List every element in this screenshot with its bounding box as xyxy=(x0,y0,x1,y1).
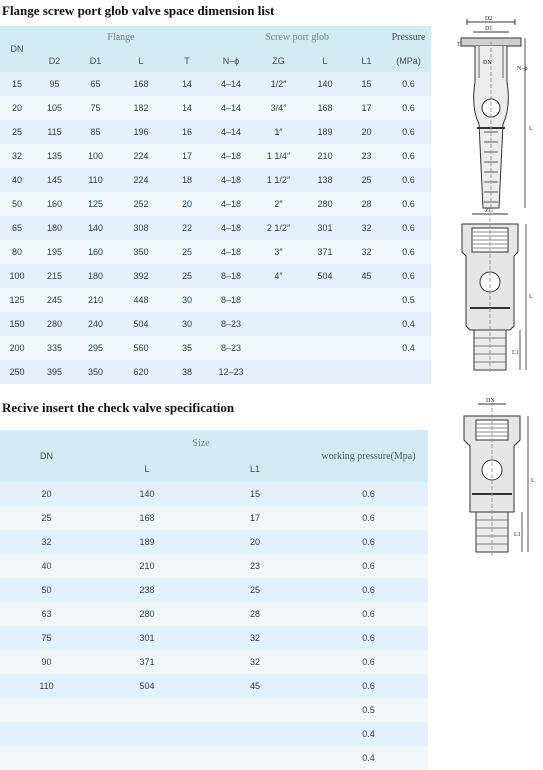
table-row xyxy=(0,578,428,602)
table-cell: 0.6 xyxy=(309,602,428,626)
table-cell: 0.6 xyxy=(386,264,431,288)
header-t: T xyxy=(166,49,208,72)
table-cell: 308 xyxy=(116,216,166,240)
label-l: L xyxy=(529,126,533,132)
table-cell: 238 xyxy=(93,578,201,602)
table-cell: 8–23 xyxy=(208,336,254,360)
table-cell xyxy=(347,312,386,336)
table-cell: 140 xyxy=(75,216,116,240)
table-cell: 30 xyxy=(166,312,208,336)
table-cell: 23 xyxy=(347,144,386,168)
table-row xyxy=(0,312,431,336)
table-cell: 168 xyxy=(303,96,347,120)
table-cell: 32 xyxy=(201,650,309,674)
table-cell: 25 xyxy=(166,240,208,264)
table-cell: 28 xyxy=(201,602,309,626)
table-cell: 20 xyxy=(0,96,34,120)
header-mpa: (MPa) xyxy=(386,49,431,72)
table-cell: 45 xyxy=(201,674,309,698)
header-d2: D2 xyxy=(34,49,75,72)
table-cell: 2″ xyxy=(254,192,303,216)
table-cell: 0.4 xyxy=(309,722,428,746)
table-cell: 18 xyxy=(166,168,208,192)
table-row xyxy=(0,120,431,144)
header-zg: ZG xyxy=(254,49,303,72)
table-cell: 25 xyxy=(166,264,208,288)
table-cell: 105 xyxy=(34,96,75,120)
table-cell: 135 xyxy=(34,144,75,168)
table-row xyxy=(0,482,428,506)
table-cell: 210 xyxy=(93,554,201,578)
table-cell: 371 xyxy=(93,650,201,674)
table-cell: 4″ xyxy=(254,264,303,288)
table-cell: 90 xyxy=(0,650,93,674)
table-cell: 20 xyxy=(0,482,93,506)
table-cell: 25 xyxy=(201,578,309,602)
table-cell: 301 xyxy=(303,216,347,240)
header-dn: DN xyxy=(0,430,93,482)
table-cell: 30 xyxy=(166,288,208,312)
table-cell: 240 xyxy=(75,312,116,336)
table-cell: 395 xyxy=(34,360,75,384)
label-n-phi: N–ϕ xyxy=(517,66,528,72)
table-cell: 140 xyxy=(93,482,201,506)
label-l: L xyxy=(531,478,535,484)
table-cell: 335 xyxy=(34,336,75,360)
table-row xyxy=(0,506,428,530)
table-cell: 100 xyxy=(0,264,34,288)
table-cell: 12–23 xyxy=(208,360,254,384)
table-cell: 15 xyxy=(347,72,386,96)
label-t: T xyxy=(457,42,461,48)
table-cell xyxy=(254,336,303,360)
table-cell: 0.4 xyxy=(309,746,428,770)
insert-check-valve-diagram xyxy=(452,396,540,566)
table-row xyxy=(0,674,428,698)
table-row xyxy=(0,360,431,384)
table-cell: 40 xyxy=(0,168,34,192)
header-n-phi: N–ϕ xyxy=(208,49,254,72)
table-cell: 250 xyxy=(0,360,34,384)
table-cell: 23 xyxy=(201,554,309,578)
label-d2: D2 xyxy=(485,16,493,22)
table-cell: 224 xyxy=(116,168,166,192)
table-cell: 180 xyxy=(34,216,75,240)
header-l1: L1 xyxy=(347,49,386,72)
table-cell: 138 xyxy=(303,168,347,192)
table-cell: 180 xyxy=(75,264,116,288)
table-cell: 3/4″ xyxy=(254,96,303,120)
table-row xyxy=(0,626,428,650)
label-dn: DN xyxy=(483,60,492,66)
table-cell: 65 xyxy=(0,216,34,240)
table-cell xyxy=(347,336,386,360)
table-row xyxy=(0,650,428,674)
table-cell: 8–18 xyxy=(208,264,254,288)
table-cell: 160 xyxy=(34,192,75,216)
table-cell xyxy=(0,722,93,746)
table-cell: 145 xyxy=(34,168,75,192)
table-cell: 20 xyxy=(201,530,309,554)
table-cell: 4–18 xyxy=(208,216,254,240)
table-cell: 215 xyxy=(34,264,75,288)
table-cell: 0.6 xyxy=(309,554,428,578)
header-screw-port-glob: Screw port glob xyxy=(208,26,386,49)
table-cell: 0.6 xyxy=(386,72,431,96)
table-cell xyxy=(201,746,309,770)
table-cell xyxy=(93,722,201,746)
table-row xyxy=(0,216,431,240)
table-cell: 14 xyxy=(166,72,208,96)
table-cell: 25 xyxy=(0,506,93,530)
screw-valve-diagram xyxy=(450,208,540,388)
table-cell: 371 xyxy=(303,240,347,264)
table-cell: 4–14 xyxy=(208,72,254,96)
table-cell: 280 xyxy=(34,312,75,336)
table-cell: 1″ xyxy=(254,120,303,144)
table-cell: 0.6 xyxy=(309,506,428,530)
table-cell: 350 xyxy=(116,240,166,264)
table-cell: 0.6 xyxy=(386,120,431,144)
table-cell: 392 xyxy=(116,264,166,288)
table-row xyxy=(0,698,428,722)
table-row xyxy=(0,96,431,120)
table-cell: 110 xyxy=(0,674,93,698)
table-cell: 0.4 xyxy=(386,312,431,336)
table-cell: 168 xyxy=(116,72,166,96)
flange-valve-diagram xyxy=(437,12,541,212)
table-cell: 25 xyxy=(0,120,34,144)
table-cell: 63 xyxy=(0,602,93,626)
table-cell xyxy=(254,360,303,384)
header-l-screw: L xyxy=(303,49,347,72)
table-cell: 224 xyxy=(116,144,166,168)
table-cell: 504 xyxy=(116,312,166,336)
table-cell xyxy=(303,360,347,384)
table-cell: 17 xyxy=(201,506,309,530)
table-cell xyxy=(347,360,386,384)
table-cell: 182 xyxy=(116,96,166,120)
table-row xyxy=(0,530,428,554)
table-cell: 50 xyxy=(0,578,93,602)
table-cell xyxy=(347,288,386,312)
table-cell: 15 xyxy=(0,72,34,96)
header-d1: D1 xyxy=(75,49,116,72)
table-cell: 16 xyxy=(166,120,208,144)
table-cell: 4–18 xyxy=(208,192,254,216)
table-cell xyxy=(201,698,309,722)
table-cell: 0.6 xyxy=(309,530,428,554)
table-cell: 25 xyxy=(347,168,386,192)
table-cell: 168 xyxy=(93,506,201,530)
table-cell: 189 xyxy=(303,120,347,144)
table-cell xyxy=(0,698,93,722)
label-d1: D1 xyxy=(485,26,493,32)
table-cell: 40 xyxy=(0,554,93,578)
table-cell: 100 xyxy=(75,144,116,168)
header-pressure: Pressure xyxy=(386,26,431,49)
table-cell: 4–14 xyxy=(208,120,254,144)
table-cell: 1 1/2″ xyxy=(254,168,303,192)
table-cell: 210 xyxy=(303,144,347,168)
table-cell: 295 xyxy=(75,336,116,360)
table-cell: 0.6 xyxy=(309,674,428,698)
table2-title: Recive insert the check valve specification xyxy=(2,400,235,415)
table-cell: 150 xyxy=(0,312,34,336)
table-cell: 504 xyxy=(93,674,201,698)
table-cell: 14 xyxy=(166,96,208,120)
header-l: L xyxy=(116,49,166,72)
table-cell: 0.6 xyxy=(386,168,431,192)
table-cell xyxy=(303,336,347,360)
table-cell: 85 xyxy=(75,120,116,144)
table-cell: 38 xyxy=(166,360,208,384)
table-cell: 45 xyxy=(347,264,386,288)
table-cell: 620 xyxy=(116,360,166,384)
table-cell: 32 xyxy=(347,216,386,240)
table-cell xyxy=(254,288,303,312)
table-cell: 0.5 xyxy=(386,288,431,312)
table-cell: 75 xyxy=(0,626,93,650)
table-cell: 245 xyxy=(34,288,75,312)
table-cell: 32 xyxy=(0,144,34,168)
table-row xyxy=(0,192,431,216)
table-row xyxy=(0,288,431,312)
table-cell: 210 xyxy=(75,288,116,312)
table-cell: 32 xyxy=(347,240,386,264)
table-row xyxy=(0,602,428,626)
header-l: L xyxy=(93,456,201,482)
table-cell: 4–18 xyxy=(208,168,254,192)
table-cell: 20 xyxy=(347,120,386,144)
label-l: L xyxy=(529,294,533,300)
table-cell: 280 xyxy=(93,602,201,626)
label-l1: L1 xyxy=(514,532,521,538)
table-cell xyxy=(201,722,309,746)
table-cell: 8–18 xyxy=(208,288,254,312)
table-row xyxy=(0,168,431,192)
table-cell: 0.4 xyxy=(386,336,431,360)
table-row xyxy=(0,722,428,746)
check-valve-spec-table xyxy=(0,430,428,770)
header-size: Size xyxy=(93,430,309,456)
table-cell: 4–18 xyxy=(208,144,254,168)
header-working-pressure: working pressure(Mpa) xyxy=(309,430,428,482)
table-cell: 65 xyxy=(75,72,116,96)
table-cell: 4–18 xyxy=(208,240,254,264)
table-cell: 0.5 xyxy=(309,698,428,722)
table-cell xyxy=(303,288,347,312)
table1-title: Flange screw port glob valve space dimension list xyxy=(2,3,275,18)
table-cell: 35 xyxy=(166,336,208,360)
table-cell: 115 xyxy=(34,120,75,144)
table-cell xyxy=(0,746,93,770)
table-cell: 0.6 xyxy=(386,192,431,216)
table-cell xyxy=(303,312,347,336)
label-dn: DN xyxy=(486,398,495,404)
table-cell: 160 xyxy=(75,240,116,264)
table-cell: 8–23 xyxy=(208,312,254,336)
table-row xyxy=(0,746,428,770)
table-cell: 95 xyxy=(34,72,75,96)
table-cell: 15 xyxy=(201,482,309,506)
table-row xyxy=(0,144,431,168)
table-cell: 200 xyxy=(0,336,34,360)
table-cell: 301 xyxy=(93,626,201,650)
table-cell: 17 xyxy=(166,144,208,168)
table-cell: 4–14 xyxy=(208,96,254,120)
table-cell: 32 xyxy=(0,530,93,554)
table-cell: 125 xyxy=(75,192,116,216)
table-cell: 2 1/2″ xyxy=(254,216,303,240)
table-cell: 448 xyxy=(116,288,166,312)
label-l1: L1 xyxy=(512,350,519,356)
table-cell: 1/2″ xyxy=(254,72,303,96)
flange-dimension-table xyxy=(0,26,431,384)
table-row xyxy=(0,240,431,264)
table-cell: 0.6 xyxy=(386,96,431,120)
header-dn: DN xyxy=(0,26,34,72)
table-row xyxy=(0,554,428,578)
table-cell: 195 xyxy=(34,240,75,264)
table-cell: 140 xyxy=(303,72,347,96)
table-cell: 32 xyxy=(201,626,309,650)
table-cell: 0.6 xyxy=(386,144,431,168)
table-row xyxy=(0,336,431,360)
table-cell: 0.6 xyxy=(386,240,431,264)
table-row xyxy=(0,264,431,288)
table-cell: 50 xyxy=(0,192,34,216)
table-cell: 0.6 xyxy=(309,650,428,674)
table-cell: 0.6 xyxy=(386,216,431,240)
table-cell: 0.6 xyxy=(309,626,428,650)
table-cell: 1 1/4″ xyxy=(254,144,303,168)
table-cell: 110 xyxy=(75,168,116,192)
table-cell: 350 xyxy=(75,360,116,384)
table-cell: 252 xyxy=(116,192,166,216)
table-cell xyxy=(386,360,431,384)
table-cell: 196 xyxy=(116,120,166,144)
table-cell xyxy=(93,746,201,770)
table-cell: 3″ xyxy=(254,240,303,264)
header-flange: Flange xyxy=(34,26,208,49)
table-cell: 0.6 xyxy=(309,482,428,506)
table-cell: 22 xyxy=(166,216,208,240)
table-cell xyxy=(93,698,201,722)
table-cell: 189 xyxy=(93,530,201,554)
table-cell: 504 xyxy=(303,264,347,288)
table-cell: 280 xyxy=(303,192,347,216)
table-cell: 0.6 xyxy=(309,578,428,602)
table-cell: 80 xyxy=(0,240,34,264)
table-cell: 28 xyxy=(347,192,386,216)
table-row xyxy=(0,72,431,96)
table-cell: 560 xyxy=(116,336,166,360)
header-l1: L1 xyxy=(201,456,309,482)
table-cell: 20 xyxy=(166,192,208,216)
label-zg: ZG xyxy=(485,208,493,214)
table-cell: 17 xyxy=(347,96,386,120)
table-cell: 75 xyxy=(75,96,116,120)
table-cell: 125 xyxy=(0,288,34,312)
table-cell xyxy=(254,312,303,336)
